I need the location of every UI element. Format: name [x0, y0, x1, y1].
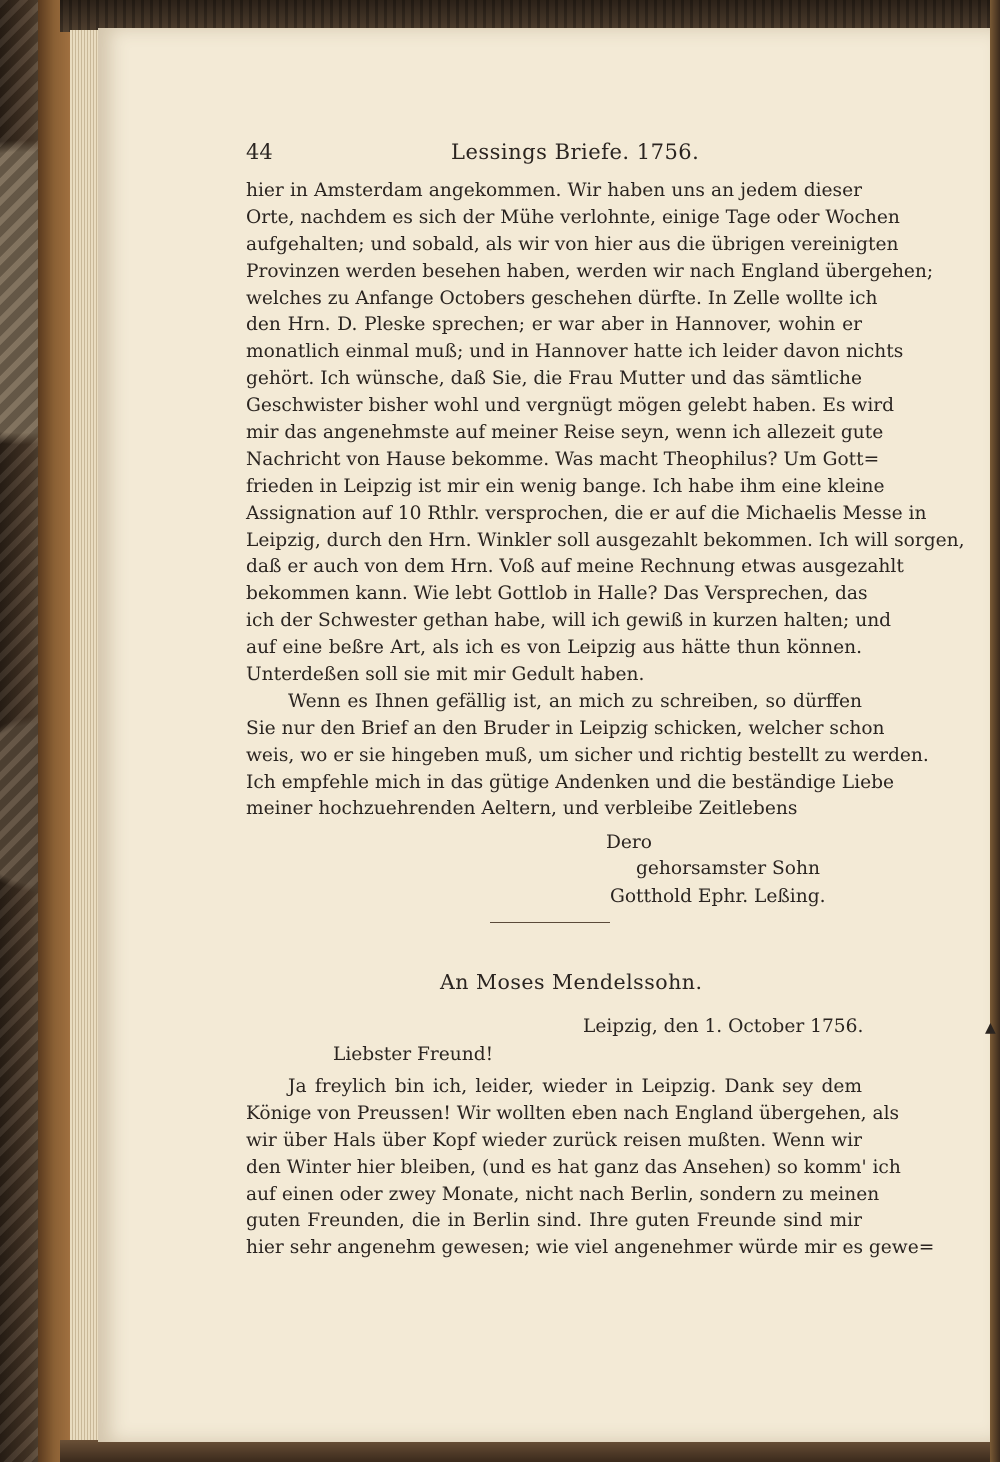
signature-name: Gotthold Ephr. Leßing. [610, 886, 826, 907]
text-line: ich der Schwester gethan habe, will ich gewiß in kurzen halten; und [246, 610, 892, 632]
letter2-body [246, 1074, 935, 1262]
letter-heading: An Moses Mendelssohn. [440, 970, 703, 994]
running-title: Lessings Briefe. 1756. [451, 140, 700, 164]
text-line: den Winter hier bleiben, (und es hat ganz das Ansehen) so komm' ich [246, 1156, 901, 1178]
text-line: hier in Amsterdam angekommen. Wir haben uns an jedem dieser [246, 180, 862, 201]
text-line: Ja freylich bin ich, leider, wieder in Leipzig. Dank sey dem [288, 1076, 862, 1097]
text-line: auf einen oder zwey Monate, nicht nach Berlin, sondern zu meinen [246, 1183, 880, 1205]
text-line: Unterdeßen soll sie mit mir Gedult haben. [246, 664, 645, 686]
signature-line: gehorsamster Sohn [636, 858, 820, 879]
section-divider [490, 922, 610, 923]
text-line: Leipzig, durch den Hrn. Winkler soll ausgezahlt bekommen. Ich will sorgen, [246, 529, 965, 551]
text-line: monatlich einmal muß; und in Hannover hatte ich leider davon nichts [246, 341, 904, 363]
leather-binding [38, 0, 70, 1462]
book-right-edge [990, 0, 1000, 1462]
salutation: Liebster Freund! [333, 1044, 494, 1065]
text-line: Orte, nachdem es sich der Mühe verlohnte, einige Tage oder Wochen [246, 206, 900, 228]
book-bottom-edge [60, 1440, 1000, 1462]
text-line: aufgehalten; und sobald, als wir von hier aus die übrigen vereinigten [246, 233, 899, 255]
page-edges [70, 30, 100, 1442]
text-line: Wenn es Ihnen gefällig ist, an mich zu schreiben, so dürffen [288, 690, 862, 712]
letter1-body [246, 178, 965, 823]
text-line: Sie nur den Brief an den Bruder in Leipzig schicken, welcher schon [246, 717, 885, 739]
text-line: Provinzen werden besehen haben, werden wir nach England übergehen; [246, 260, 934, 282]
text-line: Ich empfehle mich in das gütige Andenken und die beständige Liebe [246, 771, 894, 793]
text-line: hier sehr angenehm gewesen; wie viel angenehmer würde mir es gewe= [246, 1237, 935, 1259]
text-line: den Hrn. D. Pleske sprechen; er war aber in Hannover, wohin er [246, 314, 862, 336]
text-line: Könige von Preussen! Wir wollten eben nach England übergehen, als [246, 1102, 900, 1124]
page-header [246, 140, 858, 168]
text-line: auf eine beßre Art, als ich es von Leipzig aus hätte thun können. [246, 637, 862, 659]
text-line: mir das angenehmste auf meiner Reise seyn, wenn ich allezeit gute [246, 422, 884, 444]
text-line: Geschwister bisher wohl und vergnügt mögen gelebt haben. Es wird [246, 395, 895, 417]
text-line: welches zu Anfange Octobers geschehen dürfte. In Zelle wollte ich [246, 287, 878, 309]
text-line: Nachricht von Hause bekomme. Was macht Theophilus? Um Gott= [246, 448, 880, 470]
page-number: 44 [246, 140, 273, 164]
text-line: bekommen kann. Wie lebt Gottlob in Halle? Das Versprechen, das [246, 583, 868, 605]
text-line: daß er auch von dem Hrn. Voß auf meine Rechnung etwas ausgezahlt [246, 556, 904, 578]
margin-mark: ▲ [985, 1020, 996, 1036]
text-line: wir über Hals über Kopf wieder zurück reisen mußten. Wenn wir [246, 1129, 862, 1151]
text-line: meiner hochzuehrenden Aeltern, und verbleibe Zeitlebens [246, 798, 798, 820]
text-line: frieden in Leipzig ist mir ein wenig bange. Ich habe ihm eine kleine [246, 475, 885, 497]
text-line: guten Freunden, die in Berlin sind. Ihre guten Freunde sind mir [246, 1210, 862, 1232]
place-date: Leipzig, den 1. October 1756. [583, 1016, 864, 1037]
text-line: Assignation auf 10 Rthlr. versprochen, die er auf die Michaelis Messe in [246, 502, 927, 524]
letter-closing: Dero [606, 832, 652, 853]
text-line: gehört. Ich wünsche, daß Sie, die Frau Mutter und das sämtliche [246, 368, 862, 390]
text-line: weis, wo er sie hingeben muß, um sicher und richtig bestellt zu werden. [246, 744, 929, 766]
